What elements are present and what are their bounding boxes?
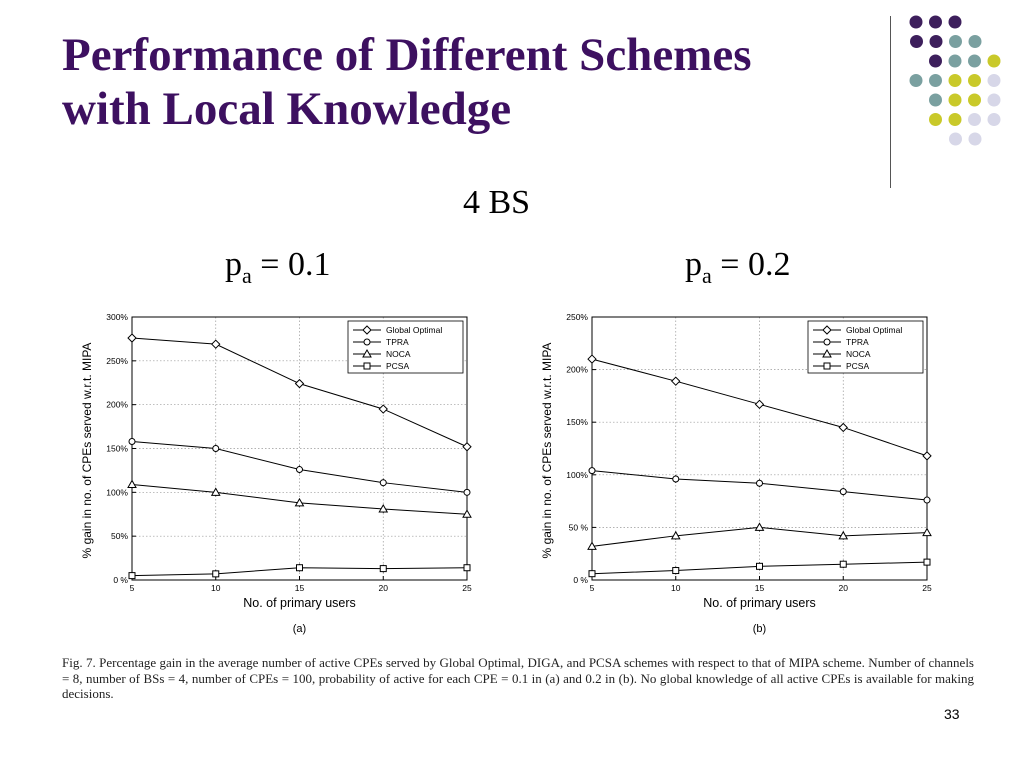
x-tick-label: 25 [922,583,932,593]
decor-dot [929,94,942,107]
y-tick-label: 250% [106,355,128,366]
decor-dot [988,113,1001,126]
pa-right-value: = 0.2 [711,246,791,283]
x-tick-label: 25 [462,583,472,593]
y-tick-label: 50 % [568,522,588,533]
marker-circle [213,446,219,452]
panel-label: (a) [292,623,307,635]
pa-right-base: p [685,246,702,283]
title-line-1: Performance of Different Schemes [62,29,752,81]
marker-square [364,363,370,369]
marker-square [464,565,470,571]
marker-square [213,571,219,577]
legend-label: TPRA [846,337,869,347]
y-tick-label: 300% [106,312,128,322]
marker-circle [840,489,846,495]
decor-dot [910,16,923,29]
pa-left-base: p [225,246,242,283]
marker-square [824,363,830,369]
decor-dot [910,35,923,48]
figure-caption: Fig. 7. Percentage gain in the average number of active CPEs served by Global Optimal, DIGA, and PCSA schemes with respect to that of MIPA scheme. Number of channels = 8, number of BSs = 4, number of CPEs = 100, probability of active for each CPE = 0.1 in (a) and 0.2 in (b). No global knowledge of all active CPEs is available for making decisions. [62,655,974,701]
legend-label: PCSA [386,361,410,371]
y-tick-label: 200% [566,364,588,375]
decor-dot [929,55,942,68]
marker-circle [589,468,595,474]
marker-circle [364,339,370,345]
decor-dot [929,113,942,126]
legend-label: NOCA [386,349,411,359]
marker-square [380,566,386,572]
decor-dot [969,133,982,146]
slide-title [62,28,882,136]
marker-circle [757,480,763,486]
decor-dot [929,16,942,29]
marker-square [673,568,679,574]
marker-square [924,559,930,565]
x-tick-label: 15 [294,583,305,593]
decor-dot [949,55,962,68]
decor-dot [988,55,1001,68]
legend-label: PCSA [846,361,870,371]
decor-dot [949,16,962,29]
decor-dot [968,113,981,126]
panel-label: (b) [752,623,767,635]
decor-dot [949,74,962,87]
x-tick-label: 5 [129,583,135,593]
marker-circle [824,339,830,345]
decor-dot [988,74,1001,87]
marker-square [129,573,135,579]
chart-b [535,300,935,645]
decor-dot [968,94,981,107]
x-tick-label: 10 [671,583,681,593]
marker-square [297,565,303,571]
marker-circle [464,489,470,495]
decor-dot [949,133,962,146]
decor-dot [949,113,962,126]
x-tick-label: 5 [589,583,595,593]
marker-square [757,563,763,569]
marker-circle [673,476,679,482]
y-tick-label: 50% [110,531,128,542]
marker-circle [297,467,303,473]
marker-circle [924,497,930,503]
pa-right-label [685,246,790,289]
y-axis-label: % gain in no. of CPEs served w.r.t. MIPA [540,342,554,559]
x-axis-label: No. of primary users [243,596,356,610]
legend-label: TPRA [386,337,409,347]
x-axis-label: No. of primary users [703,596,816,610]
title-divider-line [890,16,891,188]
decor-dot [969,35,982,48]
y-tick-label: 100% [106,487,128,498]
y-tick-label: 100% [566,469,588,480]
decor-dot [910,74,923,87]
decor-dot [968,55,981,68]
y-axis-label: % gain in no. of CPEs served w.r.t. MIPA [80,342,94,559]
x-tick-label: 15 [754,583,765,593]
y-tick-label: 150% [106,443,128,454]
legend-label: NOCA [846,349,871,359]
x-tick-label: 20 [378,583,388,593]
slide-subtitle: 4 BS [463,184,531,221]
pa-left-sub: a [242,262,252,288]
decor-dot [930,35,943,48]
y-tick-label: 250% [566,312,588,322]
pa-left-value: = 0.1 [251,246,331,283]
decor-dot [988,94,1001,107]
marker-circle [380,480,386,486]
x-tick-label: 20 [838,583,848,593]
x-tick-label: 10 [211,583,221,593]
pa-right-sub: a [702,262,712,288]
title-line-2: with Local Knowledge [62,83,512,135]
marker-circle [129,438,135,444]
decor-dot [949,35,962,48]
pa-left-label [225,246,330,289]
decor-dot [929,74,942,87]
y-tick-label: 0 % [573,575,588,585]
chart-a [75,300,475,645]
y-tick-label: 150% [566,417,588,428]
legend-label: Global Optimal [386,325,443,335]
y-tick-label: 0 % [113,575,128,585]
marker-square [840,561,846,567]
marker-square [589,571,595,577]
page-number: 33 [944,706,960,722]
decor-dot [968,74,981,87]
y-tick-label: 200% [106,399,128,410]
decor-dot [949,94,962,107]
legend-label: Global Optimal [846,325,903,335]
